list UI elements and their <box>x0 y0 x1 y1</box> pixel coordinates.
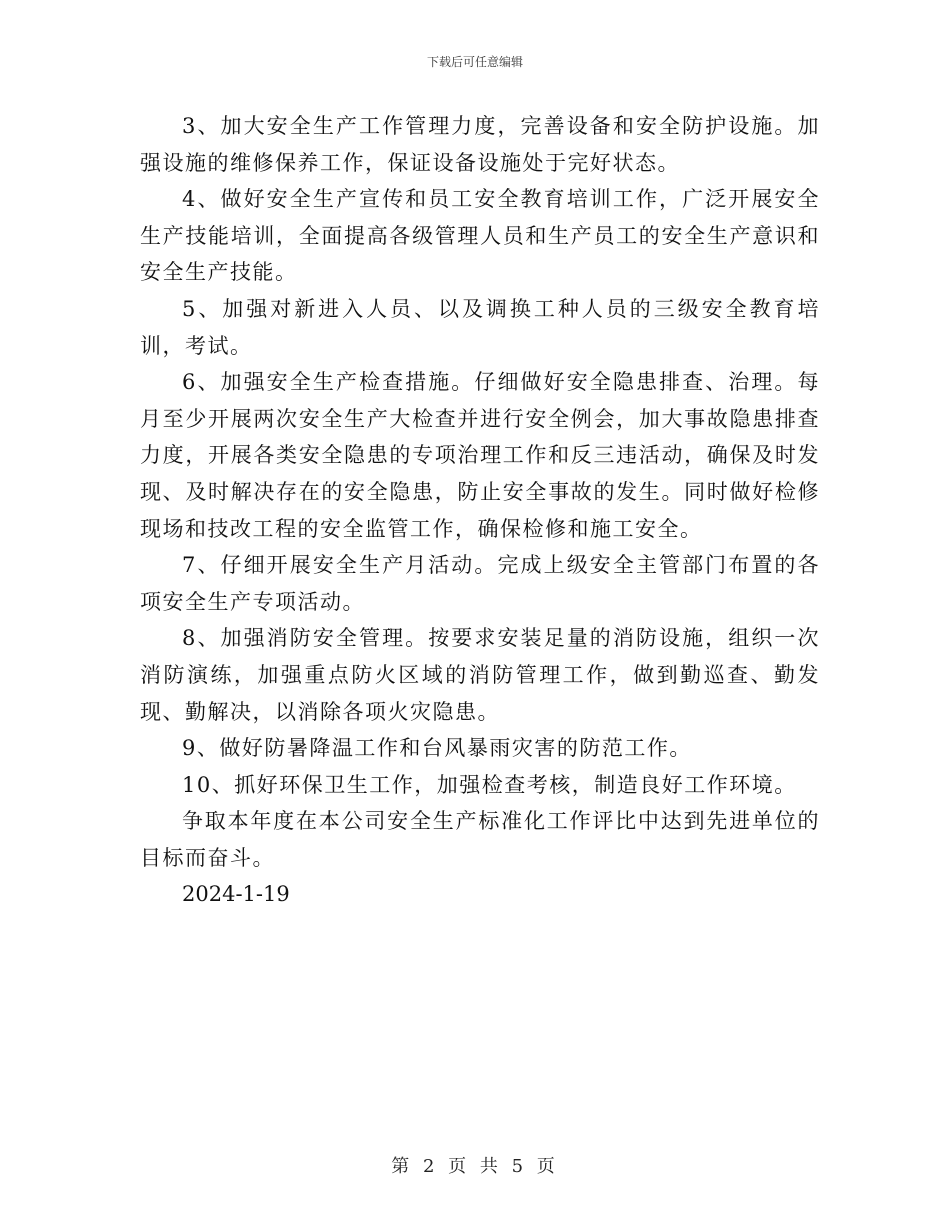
page-footer: 第 2 页 共 5 页 <box>391 1156 559 1177</box>
document-date: 2024-1-19 <box>182 882 290 907</box>
paragraph-item-9: 9、做好防暑降温工作和台风暴雨灾害的防范工作。 <box>182 736 692 761</box>
page-header: 下载后可任意编辑 <box>426 55 523 69</box>
paragraph-item-5: 5、加强对新进入人员、以及调换工种人员的三级安全教育培训，考试。 <box>140 296 820 358</box>
paragraph-item-4: 4、做好安全生产宣传和员工安全教育培训工作，广泛开展安全生产技能培训，全面提高各级管理人员和生产员工的安全生产意识和安全生产技能。 <box>140 187 820 285</box>
paragraph-item-8: 8、加强消防安全管理。按要求安装足量的消防设施，组织一次消防演练，加强重点防火区域的消防管理工作，做到勤巡查、勤发现、勤解决，以消除各项火灾隐患。 <box>140 626 820 724</box>
paragraph-item-10: 10、抓好环保卫生工作，加强检查考核，制造良好工作环境。 <box>182 772 797 797</box>
paragraph-goal: 争取本年度在本公司安全生产标准化工作评比中达到先进单位的目标而奋斗。 <box>140 809 820 870</box>
paragraph-item-3: 3、加大安全生产工作管理力度，完善设备和安全防护设施。加强设施的维修保养工作，保证设备设施处于完好状态。 <box>140 114 820 175</box>
paragraph-item-7: 7、仔细开展安全生产月活动。完成上级安全主管部门布置的各项安全生产专项活动。 <box>140 553 820 614</box>
document-body <box>140 108 820 913</box>
paragraph-item-6: 6、加强安全生产检查措施。仔细做好安全隐患排查、治理。每月至少开展两次安全生产大检查并进行安全例会，加大事故隐患排查力度，开展各类安全隐患的专项治理工作和反三违活动，确保及时发现、及时解决存在的安全隐患，防止安全事故的发生。同时做好检修现场和技改工程的安全监管工作，确保检修和施工安全。 <box>140 370 820 541</box>
